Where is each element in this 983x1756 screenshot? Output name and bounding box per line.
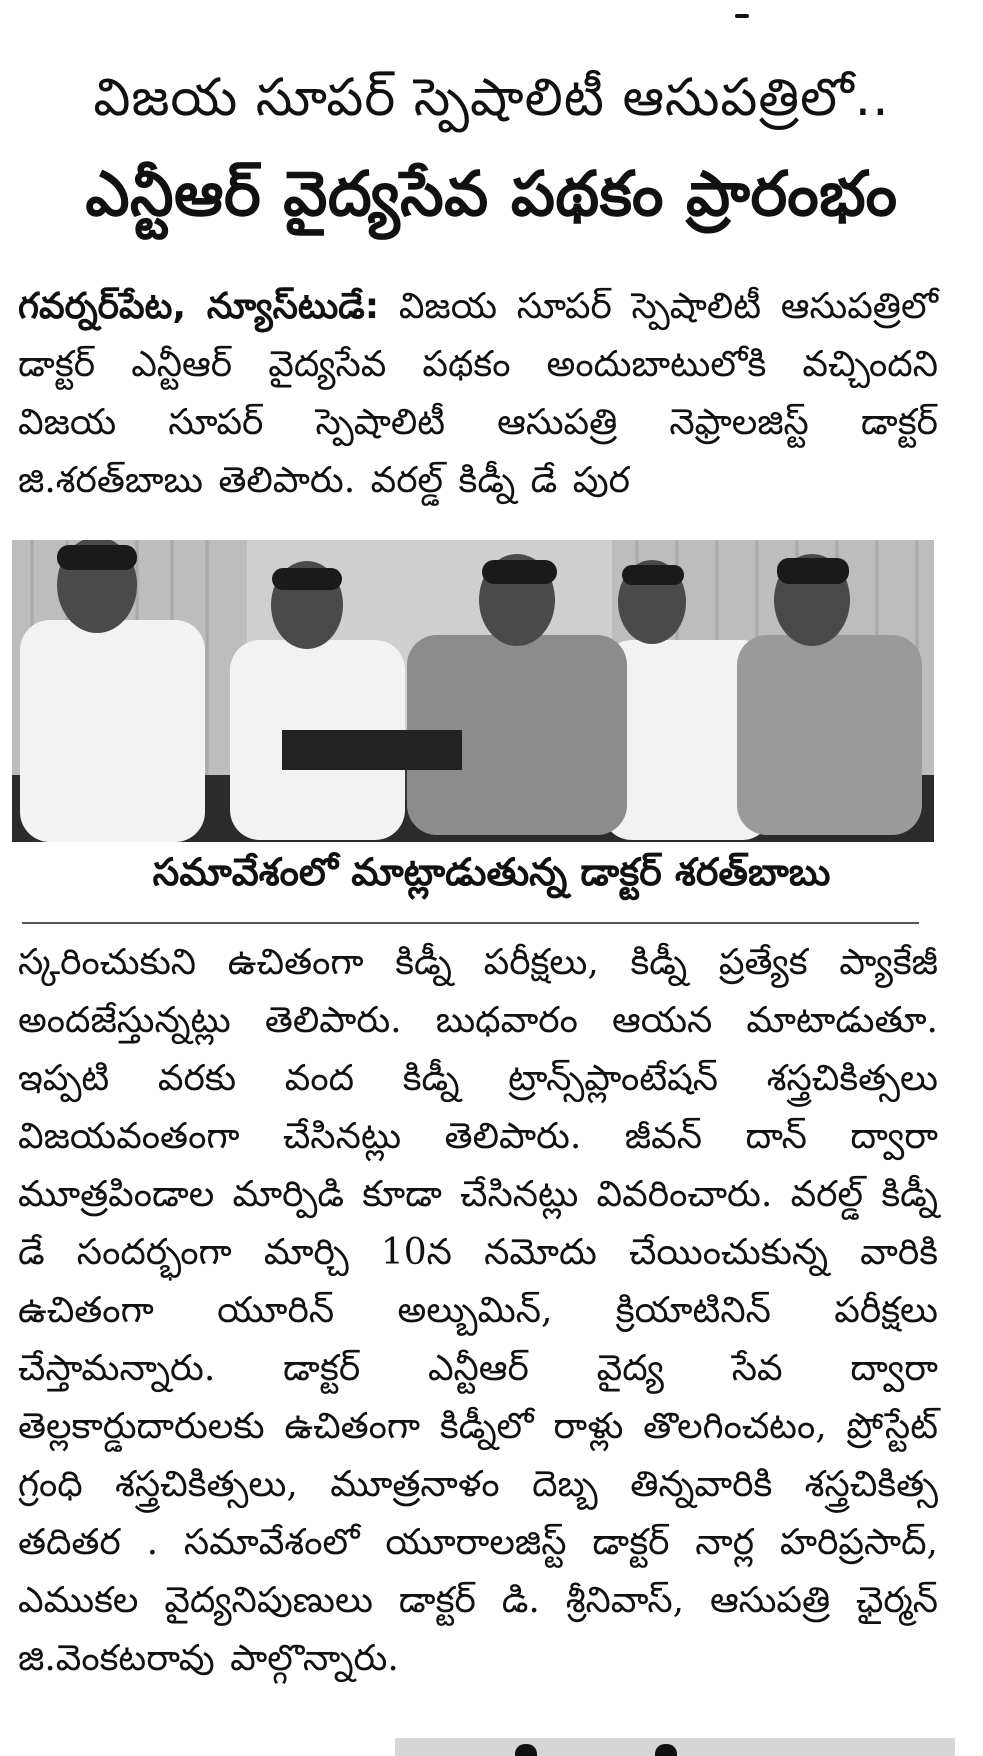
caption-divider — [22, 922, 919, 924]
article-photo — [12, 540, 934, 842]
article-subheadline: విజయ సూపర్ స్పెషాలిటీ ఆసుపత్రిలో.. — [93, 68, 890, 128]
next-article-edge — [395, 1738, 955, 1756]
article-dateline: గవర్నర్‌పేట, న్యూస్‌టుడే: — [18, 286, 380, 327]
article-intro-text: విజయ సూపర్ స్పెషాలిటీ ఆసుపత్రిలో డాక్టర్ ఎన్టీఆర్ వైద్యసేవ పథకం అందుబాటులోకి వచ్చిందని విజయ సూపర్ స్పెషాలిటీ ఆసుపత్రి నెఫ్రాలజిస్ట్ డాక్టర్ జి.శరత్‌బాబు తెలిపారు. వరల్డ్ కిడ్నీ డే పుర — [18, 286, 938, 501]
article-headline: ఎన్టీఆర్ వైద్యసేవ పథకం ప్రారంభం — [85, 157, 898, 230]
article-intro — [18, 278, 938, 510]
page-top-mark — [735, 14, 749, 18]
photo-caption: సమావేశంలో మాట్లాడుతున్న డాక్టర్ శరత్‌బాబు — [152, 850, 831, 894]
article-body-continued: స్కరించుకుని ఉచితంగా కిడ్నీ పరీక్షలు, కిడ్నీ ప్రత్యేక ప్యాకేజీ అందజేస్తున్నట్లు తెలిపారు. బుధవారం ఆయన మాటాడుతూ. ఇప్పటి వరకు వంద కిడ్నీ ట్రాన్స్‌ప్లాంటేషన్ శస్త్రచికిత్సలు విజయవంతంగా చేసినట్లు తెలిపారు. జీవన్ దాన్ ద్వారా మూత్రపిండాల మార్పిడి కూడా చేసినట్లు వివరించారు. వరల్డ్ కిడ్నీ డే సందర్భంగా మార్చి 10న నమోదు చేయించుకున్న వారికి ఉచితంగా యూరిన్ అల్బుమిన్, క్రియాటినిన్ పరీక్షలు చేస్తామన్నారు. డాక్టర్ ఎన్టీఆర్ వైద్య సేవ ద్వారా తెల్లకార్డుదారులకు ఉచితంగా కిడ్నీలో రాళ్లు తొలగించటం, ప్రోస్టేట్ గ్రంధి శస్త్రచికిత్సలు, మూత్రనాళం దెబ్బ తిన్నవారికి శస్త్రచికిత్స తదితర . సమావేశంలో యూరాలజిస్ట్ డాక్టర్ నార్ల హరిప్రసాద్, ఎముకల వైద్యనిపుణులు డాక్టర్ డి. శ్రీనివాస్, ఆసుపత్రి ఛైర్మన్ జి.వెంకటరావు పాల్గొన్నారు. — [18, 942, 938, 1679]
